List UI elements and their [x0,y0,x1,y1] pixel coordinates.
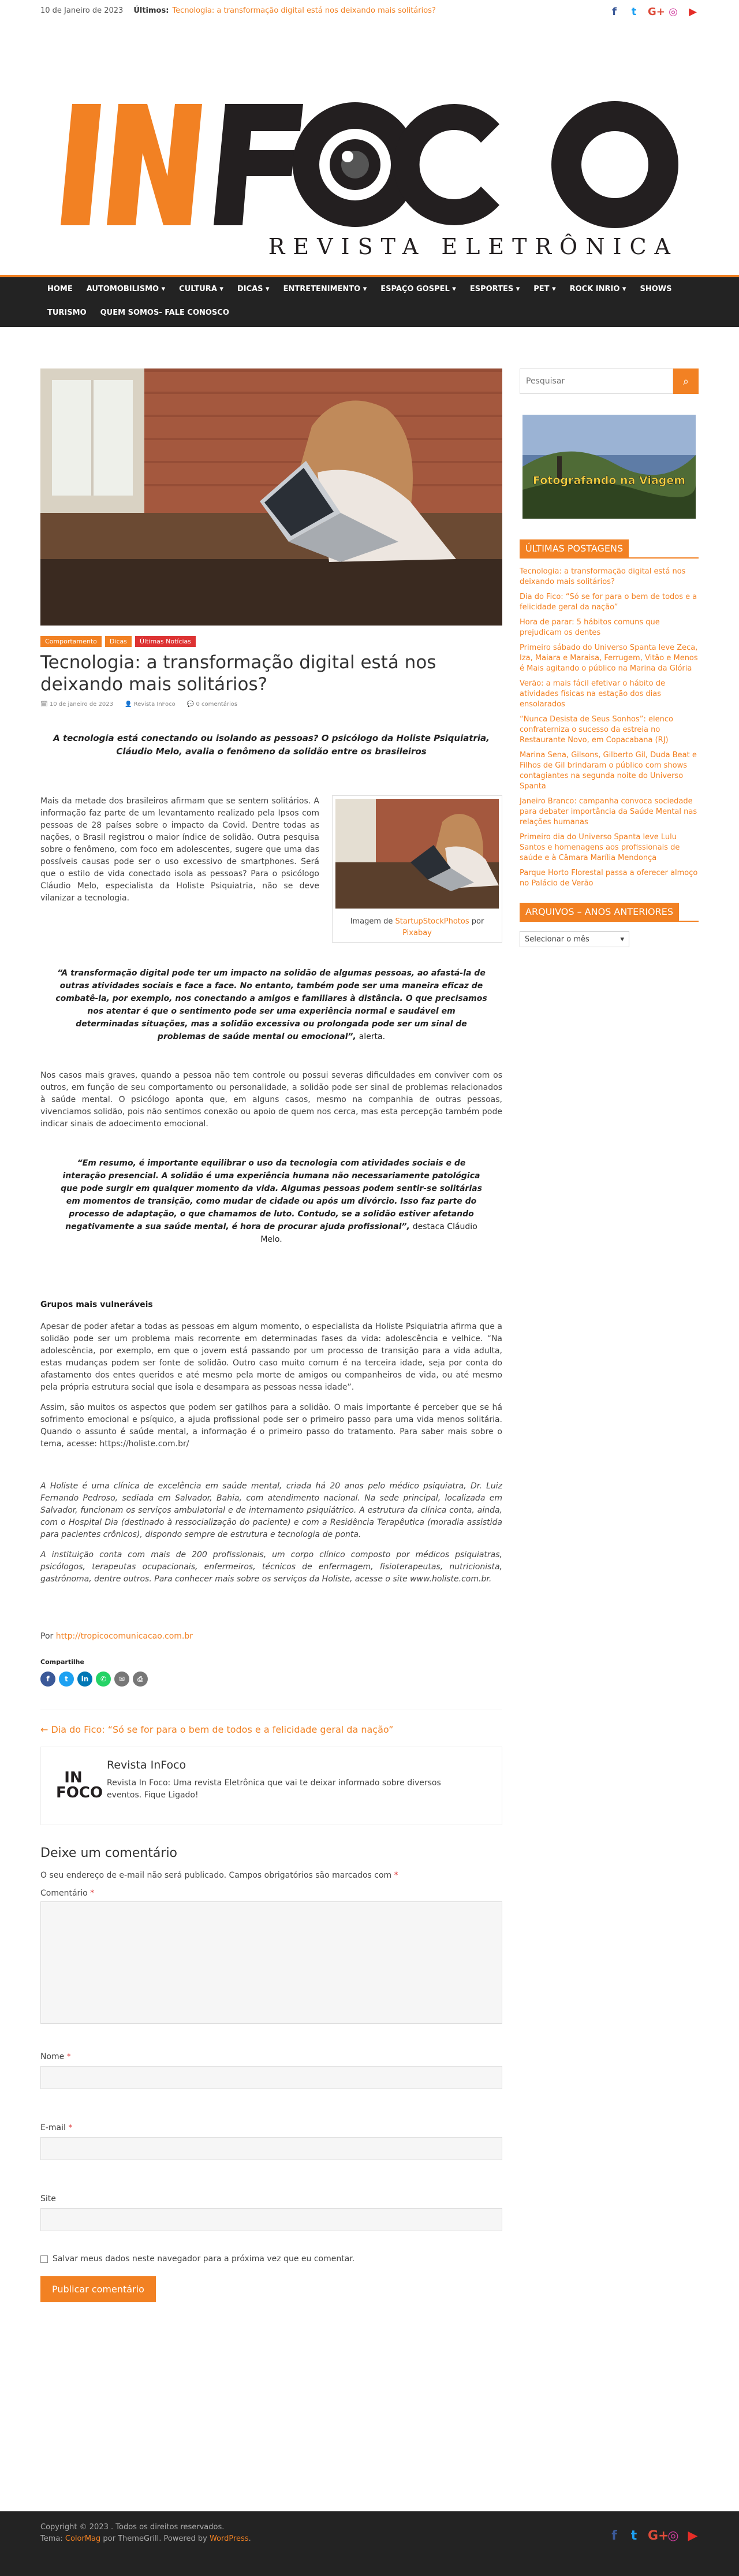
name-input[interactable] [40,2066,502,2089]
post-author[interactable]: 👤 Revista InFoco [124,701,176,708]
featured-image [40,368,502,626]
comments-note: O seu endereço de e-mail não será publicado. Campos obrigatórios são marcados com * [40,1871,398,1880]
chevron-down-icon: ▾ [620,935,624,944]
nav-item[interactable]: ENTRETENIMENTO ▾ [283,285,367,293]
google-plus-icon[interactable]: G+ [648,6,665,18]
nav-item[interactable]: QUEM SOMOS- FALE CONOSCO [100,308,229,317]
email-share-button[interactable]: ✉ [114,1672,129,1687]
youtube-icon[interactable]: ▶ [688,2529,698,2543]
instagram-icon[interactable]: ◎ [667,2529,679,2543]
save-data-checkbox[interactable] [40,2255,48,2263]
category-tags [40,636,502,647]
credit-link[interactable]: http://tropicocomunicacao.com.br [55,1632,193,1641]
twitter-icon[interactable]: t [631,6,637,18]
post-meta [40,701,502,708]
wordpress-link[interactable]: WordPress [209,2534,249,2543]
comment-textarea[interactable] [40,1901,502,2024]
social-links-top [609,6,699,18]
search-icon: ⌕ [682,375,689,388]
archives-select[interactable]: Selecionar o mês ▾ [520,931,629,947]
caption-link-startupstockphotos[interactable]: StartupStockPhotos [395,917,469,926]
facebook-icon[interactable]: f [611,2529,617,2543]
post-date[interactable]: 🗓 10 de janeiro de 2023 [40,701,113,708]
post-comments[interactable]: 💬 0 comentários [186,701,238,708]
latest-posts-list [520,567,699,889]
subheading-vulneraveis: Grupos mais vulneráveis [40,1300,153,1309]
inline-figure [332,795,502,943]
paragraph-6: A instituição conta com mais de 200 profissionais, um corpo clínico composto por médicos psiquiatras, psicólogos, terapeutas ocupacionais, enfermeiros, técnicos de enfermagem, fisioterapeutas, nutricionista, gastrônoma, dentre outros. Para conhecer mais sobre os serviços da Holiste, acesse o site www.holiste.com.br. [40,1550,502,1584]
comments-title: Deixe um comentário [40,1846,178,1860]
nav-item[interactable]: TURISMO [47,308,87,317]
site-input[interactable] [40,2208,502,2231]
latest-post-link[interactable]: Marina Sena, Gilsons, Gilberto Gil, Duda Beat e Filhos de Gil brindaram o público com shows contagiantes na segunda noite do Universo Spanta [520,751,697,791]
search-input[interactable] [520,368,673,394]
latest-post-link[interactable]: Dia do Fico: “Só se for para o bem de todos e a felicidade geral da nação” [520,593,697,612]
linkedin-share-button[interactable]: in [77,1672,92,1687]
sidebar-banner[interactable] [522,415,696,519]
article-body [40,795,502,1687]
facebook-icon[interactable]: f [612,6,617,18]
latest-posts-header: ÚLTIMAS POSTAGENS [520,539,699,559]
latest-post-link[interactable]: Tecnologia: a transformação digital está nos deixando mais solitários? [172,6,436,15]
site-footer [0,2511,739,2576]
main-navigation [0,275,739,327]
twitter-icon[interactable]: t [630,2529,637,2543]
quote-2: “Em resumo, é importante equilibrar o uso da tecnologia com atividades sociais e de interação presencial. A solidão é uma experiência humana não necessariamente patológica que pode surgir em qualquer momento da vida. Algumas pessoas podem sentir-se solitárias em momentos de transição, como mudar de cidade ou após um divórcio. Isso faz parte do processo de adaptação, o que chamamos de luto. Contudo, se a solidão estiver afetando negativamente a sua saúde mental, é hora de procurar ajuda profissional”, destaca Cláudio Melo. [61,1159,482,1244]
category-ultimas-noticias[interactable]: Últimas Notícias [135,636,196,647]
logo-subtitle: REVISTA ELETRÔNICA [268,234,678,257]
post-navigation [40,1710,502,1735]
top-bar [0,0,739,21]
quote-1: “A transformação digital pode ter um impacto na solidão de algumas pessoas, ao afastá-la de outras atividades sociais e face a face. No entanto, também pode ser uma maneira eficaz de combatê-la, por exemplo, nos conectando a amigos e familiares à distância. O que precisamos nos atentar é que o sentimento pode ser uma experiência normal e saudável em determinadas situações, mas a solidão excessiva ou prolongada pode ser um sinal de problemas de saúde mental ou emocional”, alerta. [55,969,487,1041]
instagram-icon[interactable]: ◎ [669,6,678,18]
footer-text: Copyright © 2023 . Todos os direitos reservados. Tema: ColorMag por ThemeGrill. Powered by WordPress. [40,2523,251,2543]
search-button[interactable] [673,368,699,394]
post-title: Tecnologia: a transformação digital está nos deixando mais solitários? [40,652,436,695]
latest-post-link[interactable]: Primeiro dia do Universo Spanta leve Lulu Santos e homenagens aos profissionais de saúde e à Câmara Marília Mendonça [520,833,680,862]
paragraph-1: Mais da metade dos brasileiros afirmam que se sentem solitários. A informação faz parte de um levantamento realizado pela Ipsos com pessoas de 28 países sobre o impacto da Covid. Dentre todas as nações, o Brasil registrou o maior índice de solidão. Outra pesquisa sobre o fenômeno, com foco em adolescentes, sugere que uma das possíveis causas pode ser o uso excessivo de smartphones. Será que o estilo de vida conectado isola as pessoas? Para o psicólogo Cláudio Melo, especialista da Holiste Psiquiatria, não se deve vilanizar a tecnologia. [40,796,319,903]
share-label: Compartilhe [40,1658,84,1666]
nav-item[interactable]: HOME [47,285,73,293]
latest-post-link[interactable]: Parque Horto Florestal passa a oferecer almoço no Palácio de Verão [520,869,698,888]
theme-link[interactable]: ColorMag [65,2534,101,2543]
post-lead: A tecnologia está conectando ou isolando as pessoas? O psicólogo da Holiste Psiquiatria, Cláudio Melo, avalia o fenômeno da solidão entre os brasileiros [53,733,490,757]
latest-post-link[interactable]: Primeiro sábado do Universo Spanta leve Zeca, Iza, Maiara e Maraisa, Ferrugem, Vitão e Menos é Mais agitando o público na Marina da Glória [520,643,698,673]
latest-post-link[interactable]: Verão: a mais fácil efetivar o hábito de atividades físicas na estação dos dias ensolarados [520,679,665,709]
current-date: 10 de Janeiro de 2023 [40,6,124,15]
nav-item[interactable]: CULTURA ▾ [179,285,223,293]
caption-link-pixabay[interactable]: Pixabay [402,929,432,937]
search-widget [520,368,699,394]
latest-label: Últimos: [133,6,169,15]
caption-text-por: por [471,917,484,926]
facebook-share-button[interactable]: f [40,1672,55,1687]
name-label: Nome * [40,2052,71,2061]
site-label: Site [40,2194,56,2203]
paragraph-2: Nos casos mais graves, quando a pessoa não tem controle ou possui severas dificuldades em conviver com os outros, em função de seu comportamento ou personalidade, a solidão pode ser sinal de problemas relacionados à saúde mental. O psicólogo aponta que, em alguns casos, mesmo na companhia de outras pessoas, vivenciamos solidão, pois não sentimos conexão ou apoio de quem nos cerca, mas esta percepção também pode indicar sinais de adoecimento emocional. [40,1071,502,1129]
author-credit: Por http://tropicocomunicacao.com.br [40,1632,193,1641]
social-links-footer [609,2529,699,2543]
latest-post-link[interactable]: Tecnologia: a transformação digital está nos deixando mais solitários? [520,567,686,586]
author-bio: Revista In Foco: Uma revista Eletrônica que vai te deixar informado sobre diversos eventos. Fique Ligado! [107,1778,441,1800]
category-dicas[interactable]: Dicas [105,636,132,647]
paragraph-3: Apesar de poder afetar a todas as pessoas em algum momento, o especialista da Holiste Psiquiatria afirma que a solidão pode ser um problema mais recorrente em determinadas fases da vida: adolescência e velhice. “Na adolescência, por exemplo, em que o jovem está passando por um processo de transição para a vida adulta, estas mudanças podem ser fonte de solidão. Outro caso muito comum é na terceira idade, seja por conta do afastamento dos entes queridos e até mesmo pela morte de amigos ou companheiros de vida, ou até mesmo pela própria estrutura social que isola e desampara as pessoas nessa idade”. [40,1322,502,1392]
save-data-label: Salvar meus dados neste navegador para a próxima vez que eu comentar. [53,2254,355,2264]
save-data-row [40,2254,502,2264]
paragraph-4: Assim, são muitos os aspectos que podem ser gatilhos para a solidão. O mais importante é perceber que se há sofrimento emocional e psíquico, a ajuda profissional pode ser o primeiro passo para uma vida menos solitária. Quando o assunto é saúde mental, a informação é o primeiro passo do tratamento. Para saber mais sobre o tema, acesse: https://holiste.com.br/ [40,1403,502,1449]
comment-form [40,1846,502,2302]
category-comportamento[interactable]: Comportamento [40,636,102,647]
twitter-share-button[interactable]: t [59,1672,74,1687]
print-share-button[interactable]: ⎙ [133,1672,148,1687]
latest-post-link[interactable]: “Nunca Desista de Seus Sonhos”: elenco confraterniza o sucesso da estreia no Restaurante Novo, em Copacabana (RJ) [520,715,673,744]
email-input[interactable] [40,2137,502,2160]
latest-post-link[interactable]: Hora de parar: 5 hábitos comuns que prejudicam os dentes [520,618,660,637]
youtube-icon[interactable]: ▶ [689,6,697,18]
nav-item[interactable]: DICAS ▾ [237,285,270,293]
share-buttons [40,1672,502,1687]
caption-text: Imagem de [350,917,393,926]
nav-item[interactable]: ROCK INRIO ▾ [569,285,626,293]
nav-item[interactable]: ESPAÇO GOSPEL ▾ [380,285,456,293]
author-box [40,1747,502,1825]
site-logo[interactable] [61,90,696,257]
author-avatar: IN FOCO [56,1769,103,1801]
article [40,368,502,2302]
paragraph-5: A Holiste é uma clínica de excelência em saúde mental, criada há 20 anos pelo médico psiquiatra, Dr. Luiz Fernando Pedroso, sediada em Salvador, Bahia, com atendimento nacional. Na sede principal, localizada em Salvador, funcionam os serviços ambulatorial e de internamento psiquiátrico. A estrutura da clínica conta, ainda, com o Hospital Dia (destinado à ressocialização do paciente) e com a Residência Terapêutica (moradia assistida para pacientes crônicos), dispondo sempre de estrutura e tecnologia de ponta. [40,1481,502,1539]
sidebar [520,368,699,947]
nav-item[interactable]: AUTOMOBILISMO ▾ [86,285,166,293]
author-name: Revista InFoco [107,1759,186,1771]
banner-text: Fotografando na Viagem [532,474,686,487]
email-label: E-mail * [40,2123,73,2132]
nav-item[interactable]: SHOWS [640,285,672,293]
nav-item[interactable]: ESPORTES ▾ [469,285,520,293]
inline-image [335,799,499,909]
archives-header: ARQUIVOS – ANOS ANTERIORES [520,903,699,922]
nav-item[interactable]: PET ▾ [533,285,556,293]
latest-post-link[interactable]: Janeiro Branco: campanha convoca sociedade para debater importância da Saúde Mental nas relações humanas [520,797,697,827]
submit-comment-button[interactable]: Publicar comentário [40,2276,156,2302]
google-plus-icon[interactable]: G+ [648,2529,669,2543]
whatsapp-share-button[interactable]: ✆ [96,1672,111,1687]
comment-label: Comentário * [40,1889,95,1898]
previous-post-link[interactable]: ← Dia do Fico: “Só se for para o bem de todos e a felicidade geral da nação” [40,1724,394,1735]
